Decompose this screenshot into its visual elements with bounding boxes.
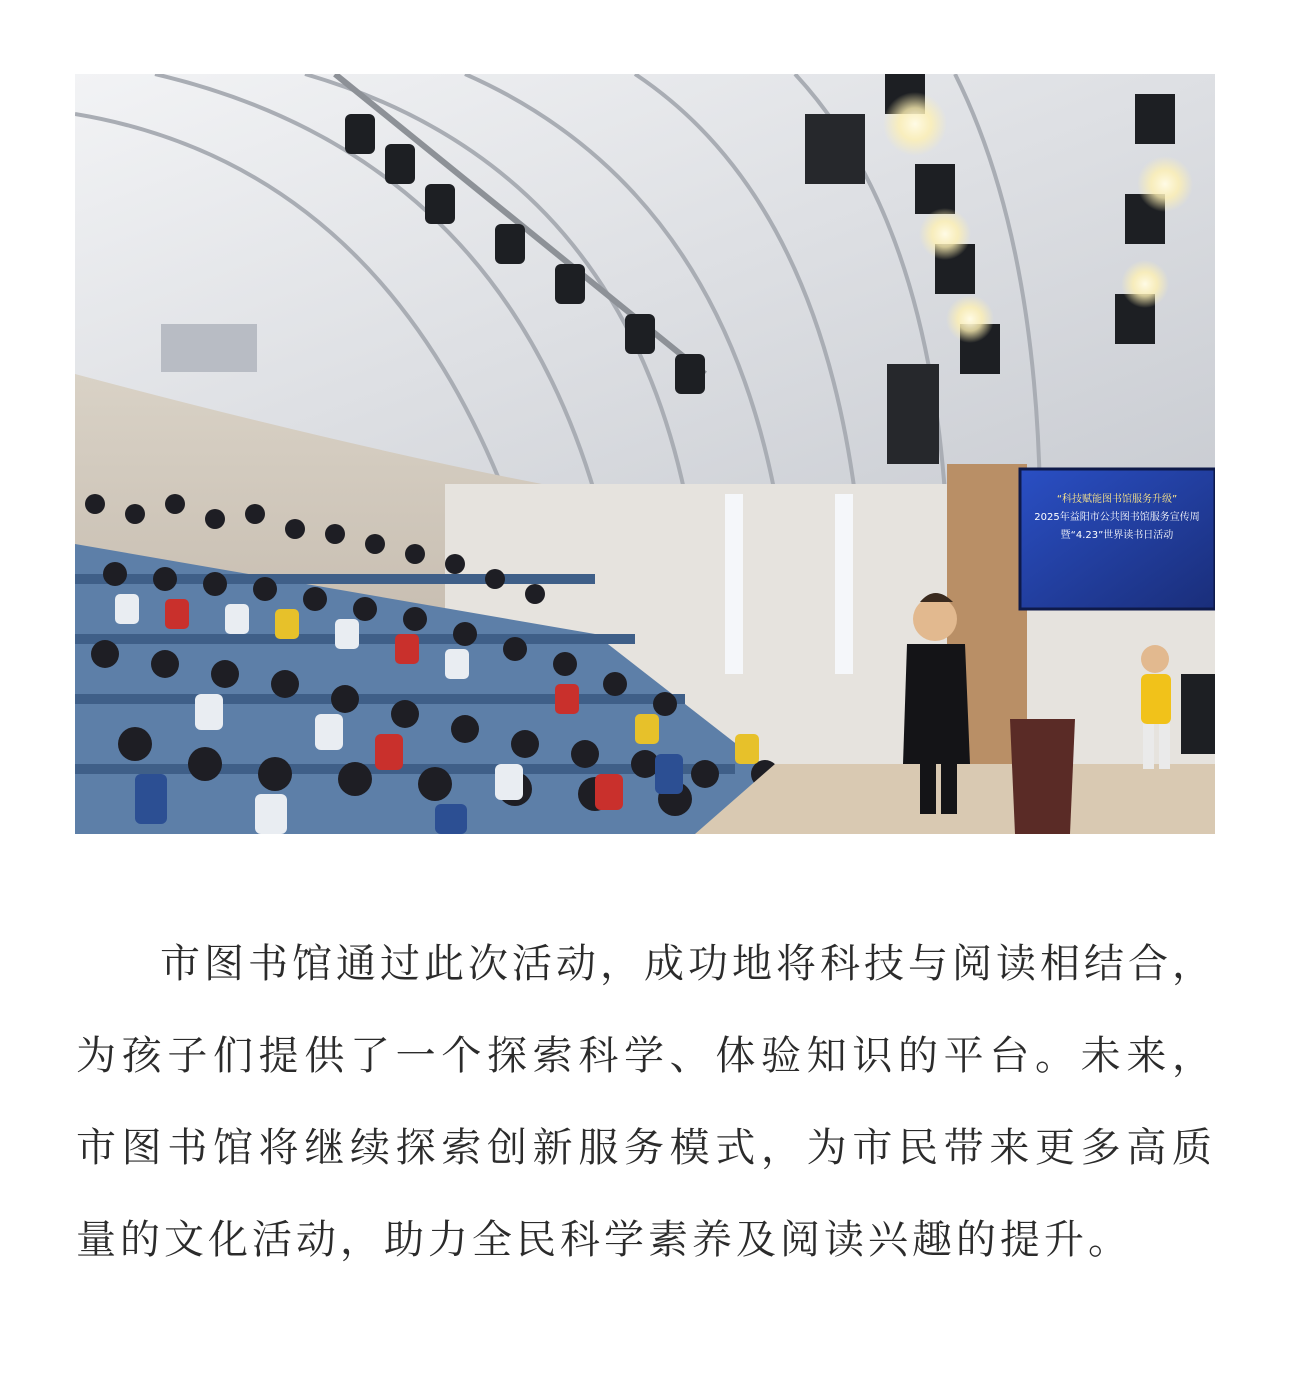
window-strip [835,494,853,674]
lectern [1010,719,1075,834]
screen-title-line2: 2025年益阳市公共图书馆服务宣传周 [1034,512,1200,523]
auditorium-scene [75,74,1215,834]
screen-title-line1: “科技赋能图书馆服务升级” [1056,494,1178,505]
screen-title-line3: 暨“4.23”世界读书日活动 [1060,530,1174,541]
speaker [887,364,939,464]
speaker [1181,674,1215,754]
event-photo [75,74,1215,834]
window-strip [725,494,743,674]
speaker [805,114,865,184]
article-paragraph: 市图书馆通过此次活动，成功地将科技与阅读相结合，为孩子们提供了一个探索科学、体验知识的平台。未来，市图书馆将继续探索创新服务模式，为市民带来更多高质量的文化活动，助力全民科学素养及阅读兴趣的提升。 [76,941,1216,1263]
wall-vent [161,324,257,372]
